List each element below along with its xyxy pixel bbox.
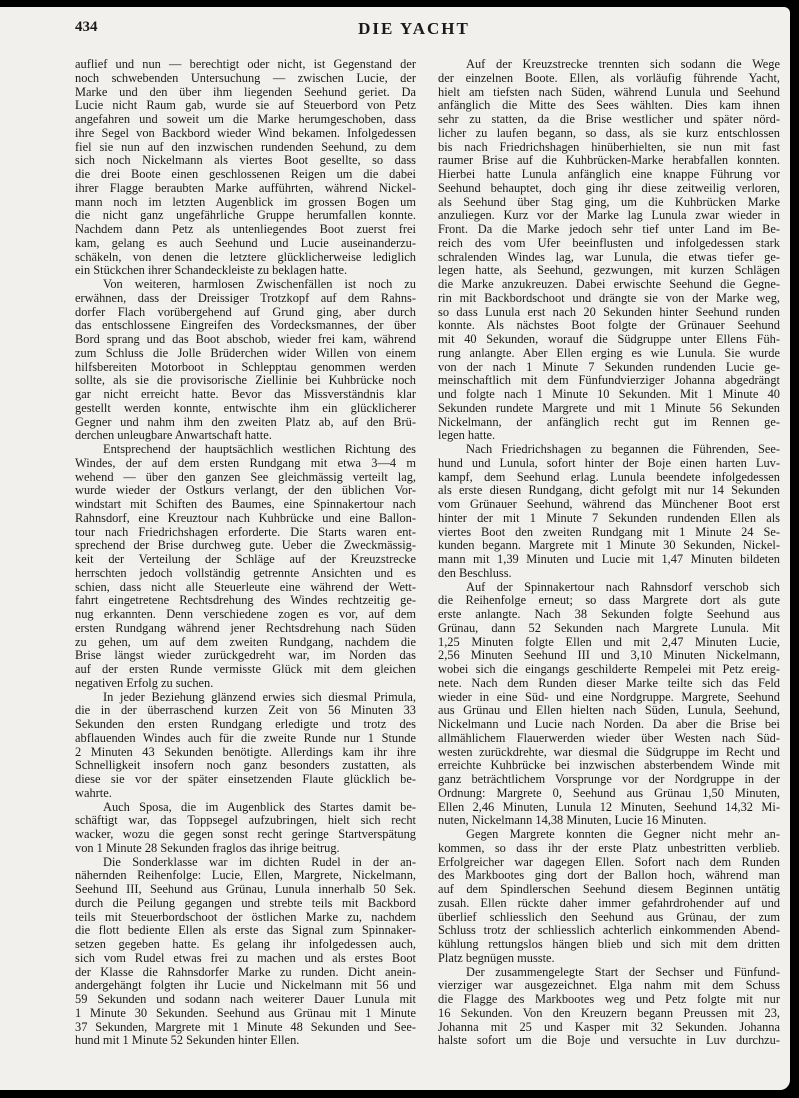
text-line: des Markbootes ging dort der Ballon hoch, während man [438, 869, 780, 883]
text-line: wurde wieder der Ostkurs verlangt, der den üblichen Vor- [75, 484, 416, 498]
text-line: Windes, der auf dem ersten Rundgang mit etwa 3—4 m [75, 456, 416, 470]
text-line: und folgte nach 1 Minute 10 Sekunden. Mit 1 Minute 40 [438, 388, 780, 401]
text-line: allmählichem Flauerwerden wieder über Westen nach Süd- [438, 731, 780, 745]
text-line: hund mit 1 Minute 52 Sekunden hinter Ellen. [75, 1034, 300, 1048]
text-line: Seehund III, Seehund aus Grünau, Lunula innerhalb 50 Sek. [75, 883, 416, 896]
text-line: raumer Brise auf die Kuhbrücken-Marke herabfallen konnten. [438, 154, 780, 168]
paragraph [75, 801, 416, 856]
text-line: Grünau, dann 52 Sekunden nach Margrete Lunula. Mit [438, 621, 780, 635]
text-line: überlief schliesslich den Seehund aus Grünau, der zum [438, 910, 780, 924]
text-line: als Seehund über Stag ging, um die Kuhbrücken Marke [438, 195, 780, 209]
text-line: Nickelmann, der anfänglich recht gut im Rennen ge- [438, 415, 780, 429]
text-line: halste sofort um die Boje und versuchte in Luv durchzu- [438, 1034, 780, 1048]
text-line: zum Schluss die Jolle Brüderchen wider Willen von einem [75, 346, 416, 360]
text-line: Auch Sposa, die im Augenblick des Startes damit be- [103, 800, 416, 814]
text-line: kam, gelang es auch Seehund und Lucie auseinanderzu- [75, 236, 416, 250]
paragraph [75, 58, 416, 278]
text-line: nähernden Reihenfolge: Lucie, Ellen, Margrete, Nickelmann, [75, 869, 416, 883]
text-line: noch schwebenden Untersuchung — zwischen Lucie, der [75, 71, 416, 85]
text-line: setzen gegeben hatte. Es gelang ihr infolgedessen auch, [75, 938, 416, 951]
text-line: Von weiteren, harmlosen Zwischenfällen ist noch zu [103, 278, 416, 291]
paragraph [438, 966, 780, 1049]
text-line: sehr zu statten, da die Brise westlicher und später nörd- [438, 113, 780, 126]
scanned-page [0, 7, 790, 1090]
text-line: konnte. Als nächstes Boot folgte der Grünauer Seehund [438, 319, 780, 333]
text-line: die Marke anzukreuzen. Dabei erwischte Seehund die Gegne- [438, 278, 780, 291]
text-line: herrschten jedoch vollständig getrennte Ansichten und es [75, 566, 416, 580]
text-line: wieder in eine Süd- und eine Nordgruppe. Margrete, Seehund [438, 690, 780, 704]
text-line: fiel sie nun auf den inzwischen rundenden Seehund, zu dem [75, 140, 416, 154]
text-line: mann noch im letzten Augenblick im grossen Bogen um [75, 195, 416, 209]
text-line: ganz beträchtlichem Vorsprunge vor der Nordgruppe in der [438, 773, 780, 786]
text-line: tour nach Friedrichshagen erforderte. Die Starts waren ent- [75, 525, 416, 539]
text-line: legen hatte, als Seehund, gezwungen, mit kurzen Schlägen [438, 264, 780, 278]
text-line: die Flagge des Markbootes weg und Petz folgte mit nur [438, 993, 780, 1006]
text-line: hilfsbereiten Motorboot in Schlepptau genommen werden [75, 360, 416, 374]
text-line: meinschaftlich mit dem Fünfundvierziger Johanna abgedrängt [438, 374, 780, 388]
text-line: auf dem Spindlerschen Seehund diesem Beginnen untätig [438, 883, 780, 896]
text-line: licher zu laufen begann, so dass, als sie kurz entschlossen [438, 126, 780, 140]
text-line: In jeder Beziehung glänzend erwies sich diesmal Primula, [103, 690, 416, 704]
text-line: angefahren und soweit um die Marke herumgeschoben, dass [75, 113, 416, 126]
text-line: den Beschluss. [438, 566, 512, 580]
paragraph [438, 443, 780, 581]
text-line: die Reihenfolge erneut; so dass Margrete dort als gute [438, 594, 780, 608]
text-line: Ellen 2,46 Minuten, Lunula 12 Minuten, Seehund 14,32 Mi- [438, 800, 780, 814]
paragraph [75, 443, 416, 691]
text-line: derchen unleugbare Anwartschaft hatte. [75, 429, 272, 443]
text-line: Auf der Spinnakertour nach Rahnsdorf verschob sich [466, 580, 780, 594]
text-line: die drei Boote einen geschlossenen Reigen um die dabei [75, 168, 416, 181]
text-line: sollte, als sie die provisorische Ziellinie bei Kuhbrücke noch [75, 374, 416, 388]
text-line: Johanna mit 25 und Kasper mit 32 Sekunden. Johanna [438, 1020, 780, 1034]
text-line: aus Grünau und Ellen hielten nach Süden, Lunula, Seehund, [438, 704, 780, 718]
text-line: mann mit 1,39 Minuten und Lucie mit 1,47 Minuten bildeten [438, 553, 780, 566]
text-line: als erste diesen Rundgang, dicht gefolgt mit nur 14 Sekunden [438, 484, 780, 498]
text-line: viertes Boot den zweiten Rundgang mit 1 Minute 24 Se- [438, 525, 780, 539]
text-line: nete. Nach dem Runden dieser Marke teilte sich das Feld [438, 676, 780, 690]
text-line: durch die Peilung gegangen und strebte teils mit Backbord [75, 896, 416, 910]
text-line: negativen Erfolg zu suchen. [75, 676, 214, 690]
text-line: die nicht ganz ungefährliche Gruppe herumfallen konnte. [75, 209, 416, 223]
text-line: mit 40 Sekunden, worauf die Südgruppe unter Ellens Füh- [438, 333, 780, 346]
text-line: nug erkannten. Denn verschiedene zogen es vor, auf dem [75, 608, 416, 621]
text-line: Schnelligkeit insofern noch ganz besonders zustatten, als [75, 759, 416, 773]
text-line: zusah. Ellen rückte daher immer gefahrdrohender auf und [438, 896, 780, 910]
text-line: auf der ersten Runde vermisste Glück mit dem gleichen [75, 663, 416, 676]
text-line: nuten, Nickelmann 14,38 Minuten, Lucie 16 Minuten. [438, 814, 707, 828]
text-line: ein Stückchen ihrer Schandeckleiste zu beklagen hatte. [75, 264, 348, 278]
text-line: Nach Friedrichshagen zu begannen die Führenden, See- [466, 443, 780, 456]
text-line: vom Grünauer Seehund, während das Münchener Boot erst [438, 498, 780, 511]
text-line: abflauenden Windes auch für die zweite Runde nur 1 Stunde [75, 731, 416, 745]
text-line: reich des vom Ufer beeinflusten und infolgedessen stark [438, 236, 780, 250]
text-line: Gegen Margrete konnten die Gegner nicht mehr an- [466, 828, 780, 841]
text-line: zu gehen, um auf dem zweiten Rundgang, nachdem die [75, 635, 416, 649]
text-line: ihre Segel von Backbord wieder Wind bekamen. Infolgedessen [75, 126, 416, 140]
text-line: Entsprechend der hauptsächlich westlichen Richtung des [103, 443, 416, 456]
text-line: Platz begnügen musste. [438, 951, 555, 965]
text-line: Nickelmann und Lucie nach Norden. Da aber die Brise bei [438, 718, 780, 731]
text-line: fahrt eingetretene Rechtsdrehung des Windes rechtzeitig ge- [75, 594, 416, 608]
text-line: Erfolgreicher war dagegen Ellen. Sofort nach dem Runden [438, 855, 780, 869]
text-line: kunden begann. Margrete mit 1 Minute 30 Sekunden, Nickel- [438, 539, 780, 553]
text-line: legen hatte. [438, 429, 496, 443]
paragraph [75, 856, 416, 1049]
paragraph [75, 691, 416, 801]
paragraph [438, 828, 780, 966]
right-column [438, 58, 780, 1048]
text-line: gestellt werden konnte, entwischte ihm ein glücklicherer [75, 401, 416, 415]
text-line: anfänglich die Mitte des Sees wählten. Dies kam ihnen [438, 99, 780, 113]
text-line: sprechend der Brise durchweg gute. Ueber die Zweckmässig- [75, 539, 416, 553]
text-line: der Klasse die Rahnsdorfer Marke zu runden. Dicht anein- [75, 965, 416, 979]
text-line: der einzelnen Boote. Ellen, als vorläufig führende Yacht, [438, 71, 780, 85]
text-line: Nachdem dann Petz als untenliegendes Boot zuerst frei [75, 223, 416, 236]
text-line: erwähnen, dass der Dreissiger Trotzkopf auf dem Rahns- [75, 291, 416, 305]
text-line: erste anlangte. Nach 38 Sekunden folgte Seehund aus [438, 608, 780, 621]
text-line: das entschlossene Eingreifen des Vordecksmannes, der über [75, 319, 416, 333]
text-line: teils mit Steuerbordschoot der östlichen Marke zu, nachdem [75, 910, 416, 924]
text-line: die flott bediente Ellen als erste das Signal zum Spinnaker- [75, 924, 416, 938]
text-line: wobei sich die eingangs geschilderte Rempelei mit Petz ereig- [438, 663, 780, 676]
text-line: erreichte Kuhbrücke bei inzwischen absterbendem Winde mit [438, 759, 780, 773]
text-line: Sekunden rundete Margrete und mit 1 Minute 56 Sekunden [438, 401, 780, 415]
text-line: andergehängt folgten ihr Lucie und Nickelmann mit 56 und [75, 979, 416, 993]
text-line: Auf der Kreuzstrecke trennten sich sodann die Wege [466, 58, 780, 71]
text-line: 1 Minute 30 Sekunden. Seehund aus Grünau mit 1 Minute [75, 1006, 416, 1020]
text-line: 37 Sekunden, Margrete mit 1 Minute 48 Sekunden und See- [75, 1020, 416, 1034]
text-line: schien, dass nicht alle Steuerleute eine während der Wett- [75, 580, 416, 594]
text-line: Gegner und nahm ihm den zweiten Platz ab, auf den Brü- [75, 415, 416, 429]
text-line: Front. Da die Marke jedoch sehr tief unter Land im Be- [438, 223, 780, 236]
text-line: hinter der mit 1 Minute 7 Sekunden rundenden Ellen als [438, 511, 780, 525]
text-line: rin mit Backbordschoot und drängte sie von der Marke weg, [438, 291, 780, 305]
text-line: 2 Minuten 43 Sekunden benötigte. Allerdings kam ihr ihre [75, 745, 416, 759]
text-line: gar nicht erreicht hatte. Bevor das Missverständnis klar [75, 388, 416, 401]
text-line: 1,25 Minuten folgte Ellen und mit 2,47 Minuten Lucie, [438, 635, 780, 649]
text-line: sich vom Rudel etwas frei zu machen und als erstes Boot [75, 951, 416, 965]
text-line: von der nach 1 Minute 7 Sekunden rundenden Lucie ge- [438, 360, 780, 374]
running-title: DIE YACHT [358, 19, 470, 38]
text-line: diese sie vor der später einsetzenden Flaute glücklich be- [75, 773, 416, 786]
text-line: 59 Sekunden und sodann nach weiterer Dauer Lunula mit [75, 993, 416, 1006]
text-line: wacker, wozu die gegen sonst recht geringe Startverspätung [75, 828, 416, 841]
text-line: windstart mit Schiften des Baumes, eine Spinnakertour nach [75, 498, 416, 511]
text-line: kühlung rettungslos hängen blieb und sich mit dem dritten [438, 938, 780, 951]
text-line: so dass Lunula erst nach 20 Sekunden hinter Seehund runden [438, 305, 780, 319]
text-line: Bord sprang und das Boot abschob, wieder frei kam, während [75, 333, 416, 346]
text-line: Sekunden den ersten Rundgang erledigte und trotz des [75, 718, 416, 731]
text-line: schralenden Windes lag, war Lunula, die etwas tiefer ge- [438, 250, 780, 264]
text-line: von 1 Minute 28 Sekunden fraglos das ihrige beitrug. [75, 841, 340, 855]
text-line: ihrer Flagge beraubten Marke aufführten, während Nickel- [75, 181, 416, 195]
text-line: Die Sonderklasse war im dichten Rudel in der an- [103, 855, 416, 869]
text-line: sich noch Nickelmann als viertes Boot gesellte, so dass [75, 154, 416, 168]
text-line: wehend — über den ganzen See gleichmässig verteilt lag, [75, 470, 416, 484]
page-number: 434 [75, 19, 98, 35]
text-line: Brise längst wieder zurückgedreht war, im Norden das [75, 649, 416, 663]
text-line: anzuliegen. Kurz vor der Marke lag Lunula zwar wieder in [438, 209, 780, 223]
text-line: dorfer Flach vorübergehend auf Grund ging, aber durch [75, 305, 416, 319]
text-line: Seehund behauptet, doch ging ihr diese zeitweilig verloren, [438, 181, 780, 195]
text-line: Rahnsdorf, eine Kreuztour nach Kuhbrücke und eine Ballon- [75, 511, 416, 525]
left-column [75, 58, 416, 1048]
text-line: keit der Verteilung der Schläge auf der Kreuzstrecke [75, 553, 416, 566]
text-line: die in der überraschend kurzen Zeit von 56 Minuten 33 [75, 704, 416, 718]
text-line: kampf, dem Seehund erlag. Lunula beendete infolgedessen [438, 470, 780, 484]
text-line: Lucie nicht Raum gab, wurde sie auf Steuerbord von Petz [75, 99, 416, 113]
text-line: westen zurückdrehte, war diesmal die Südgruppe im Recht und [438, 745, 780, 759]
paragraph [438, 58, 780, 443]
text-line: schäkeln, von denen die letztere glücklicherweise lediglich [75, 250, 416, 264]
paragraph [438, 581, 780, 829]
text-line: ersten Rundgang während jener Rechtsdrehung nach Süden [75, 621, 416, 635]
text-line: bis nach Friedrichshagen hinüberhielten, sie nun mit fast [438, 140, 780, 154]
text-line: 16 Sekunden. Von den Kreuzern begann Preussen mit 23, [438, 1006, 780, 1020]
text-line: Schluss trotz der schliesslich achterlich einkommenden Abend- [438, 924, 780, 938]
text-line: Der zusammengelegte Start der Sechser und Fünfund- [466, 965, 780, 979]
text-line: vierziger war ausgezeichnet. Elga nahm mit dem Schuss [438, 979, 780, 993]
text-line: Ordnung: Margrete 0, Seehund aus Grünau 1,50 Minuten, [438, 786, 780, 800]
text-line: rung anlangte. Aber Ellen erging es wie Lunula. Sie wurde [438, 346, 780, 360]
paragraph [75, 278, 416, 443]
text-line: kommen, so dass ihr der erste Platz unbestritten verblieb. [438, 841, 780, 855]
text-line: auflief und nun — berechtigt oder nicht, ist Gegenstand der [75, 58, 416, 71]
text-line: hund und Lunula, sofort hinter der Boje einen harten Luv- [438, 456, 780, 470]
text-line: wahrte. [75, 786, 112, 800]
text-line: hielt am tiefsten nach Süden, während Lunula und Seehund [438, 85, 780, 99]
text-line: 2,56 Minuten Seehund III und 3,10 Minuten Nickelmann, [438, 649, 780, 663]
text-line: Marke und den über ihm liegenden Seehund geriet. Da [75, 85, 416, 99]
text-line: Hierbei hatte Lunula anfänglich eine knappe Führung vor [438, 168, 780, 181]
text-line: schäftigt war, das Toppsegel aufzubringen, hielt sich recht [75, 814, 416, 828]
